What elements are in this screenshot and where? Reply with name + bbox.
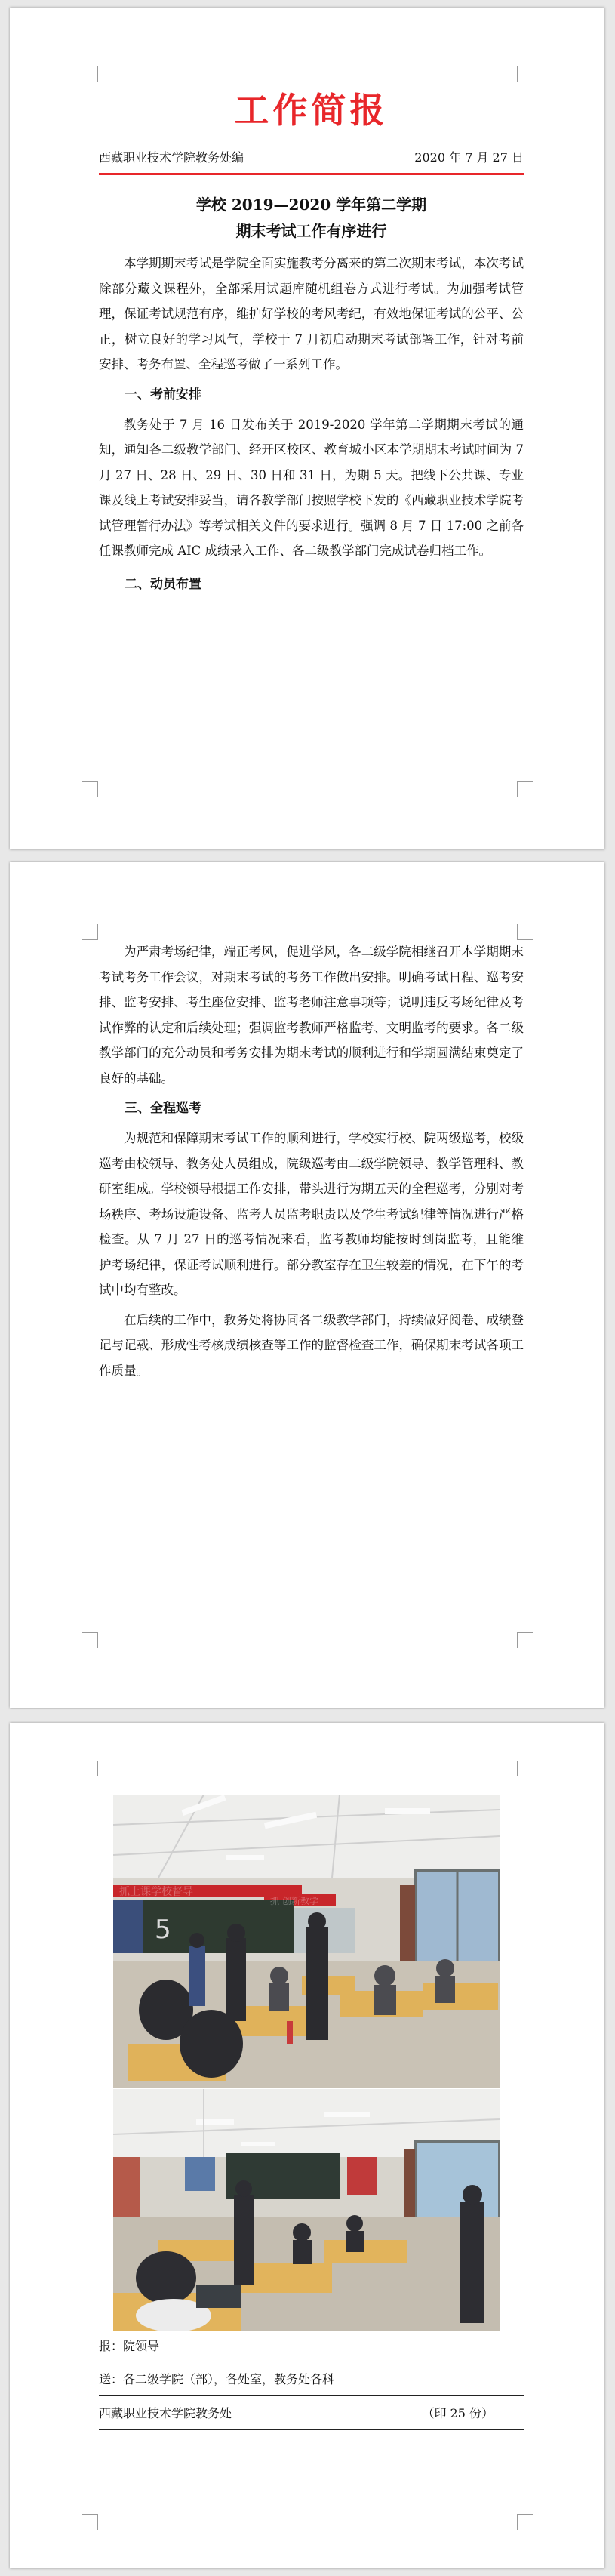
crop-mark: [517, 1632, 533, 1648]
crop-mark: [82, 1761, 98, 1776]
footer-issuer: 西藏职业技术学院教务处: [99, 2406, 232, 2420]
issuer-label: 西藏职业技术学院教务处编: [99, 150, 244, 165]
page-2-content: [99, 939, 524, 1383]
document-title-line-1: 学校 2019—2020 学年第二学期: [195, 196, 427, 214]
page-2: [10, 862, 604, 1708]
section-3-paragraph: 为规范和保障期末考试工作的顺利进行，学校实行校、院两级巡考，校级巡考由校领导、教务处人员组成，院级巡考由二级学院领导、教学管理科、教研室组成。学校领导根据工作安排，带头进行为期五天的全程巡考，分别对考场秩序、考场设施设备、监考人员监考职责以及学生考试纪律等情况进行严格检查。从 7 月 27 日的巡考情况来看，监考教师均能按时到岗监考，且能维护考场纪律，保证考试顺利进行。部分教室存在卫生较差的情况，在下午的考试中均有整改。: [99, 1131, 524, 1297]
section-2-paragraph: 为严肃考场纪律，端正考风，促进学风，各二级学院相继召开本学期期末考试考务工作会议，对期末考试的考务工作做出安排。明确考试日程、巡考安排、监考安排、考生座位安排、监考老师注意事项等；说明违反考场纪律及考试作弊的认定和后续处理；强调监考教师严格监考、文明监考的要求。各二级教学部门的充分动员和考务安排为期末考试的顺利进行和学期圆满结束奠定了良好的基础。: [99, 944, 524, 1086]
section-1-paragraph: 教务处于 7 月 16 日发布关于 2019-2020 学年第二学期期末考试的通知，通知各二级教学部门、经开区校区、教育城小区本学期期末考试时间为 7 月 27 日、28 日、29 日、30 日和 31 日，为期 5 天。把线下公共课、专业课及线上考试安排妥当，请各教学部门按照学校下发的《西藏职业技术学院考试管理暂行办法》等考试相关文件的要求进行。强调 8 月 7 日 17:00 之前各任课教师完成 AIC 成绩录入工作、各二级教学部门完成试卷归档工作。: [99, 417, 524, 558]
crop-mark: [517, 781, 533, 797]
page-3: [10, 1723, 604, 2568]
board-number: 5: [155, 1915, 171, 1945]
bulletin-title: 工作简报: [234, 90, 389, 131]
crop-mark: [82, 924, 98, 940]
page-1-content: [99, 83, 524, 602]
section-2-heading: 二、动员布置: [125, 576, 201, 592]
section-1-heading: 一、考前安排: [125, 387, 201, 402]
crop-mark: [82, 1632, 98, 1648]
report-to-row: [99, 2331, 524, 2362]
crop-mark: [82, 66, 98, 82]
red-divider: [99, 173, 524, 175]
page-1: [10, 8, 604, 849]
exam-room-photo-2: [113, 2089, 500, 2331]
send-to-row: [99, 2365, 524, 2396]
crop-mark: [517, 924, 533, 940]
document-title: [99, 192, 524, 245]
crop-mark: [82, 781, 98, 797]
closing-paragraph: 在后续的工作中，教务处将协同各二级教学部门，持续做好阅卷、成绩登记与记载、形成性考核成绩核查等工作的监督检查工作，确保期末考试各项工作质量。: [99, 1312, 524, 1378]
bulletin-header: [99, 148, 524, 165]
intro-paragraph: 本学期期末考试是学院全面实施教考分离来的第二次期末考试，本次考试除部分藏文课程外，全部采用试题库随机组卷方式进行考试。为加强考试管理，保证考试规范有序，维护好学校的考风考纪，有效地保证考试的公平、公正，树立良好的学习风气，学校于 7 月初启动期末考试部署工作，针对考前安排、考务布置、全程巡考做了一系列工作。: [99, 256, 524, 371]
crop-mark: [517, 1761, 533, 1776]
crop-mark: [82, 2514, 98, 2530]
crop-mark: [517, 2514, 533, 2530]
print-copies: （印 25 份）: [422, 2406, 494, 2420]
bulletin-date: 2020 年 7 月 27 日: [414, 150, 524, 165]
send-to: 送：各二级学院（部），各处室，教务处各科: [99, 2372, 335, 2386]
issuer-row: [99, 2399, 524, 2430]
photo-banner: 抓上课学校督导: [119, 1886, 193, 1898]
document-title-line-2: 期末考试工作有序进行: [235, 222, 387, 240]
section-3-heading: 三、全程巡考: [125, 1101, 201, 1116]
photo-banner-2: 抓 创新教学: [270, 1896, 318, 1906]
report-to: 报：院领导: [99, 2339, 160, 2353]
crop-mark: [517, 66, 533, 82]
exam-room-photo-1: [113, 1795, 500, 2088]
